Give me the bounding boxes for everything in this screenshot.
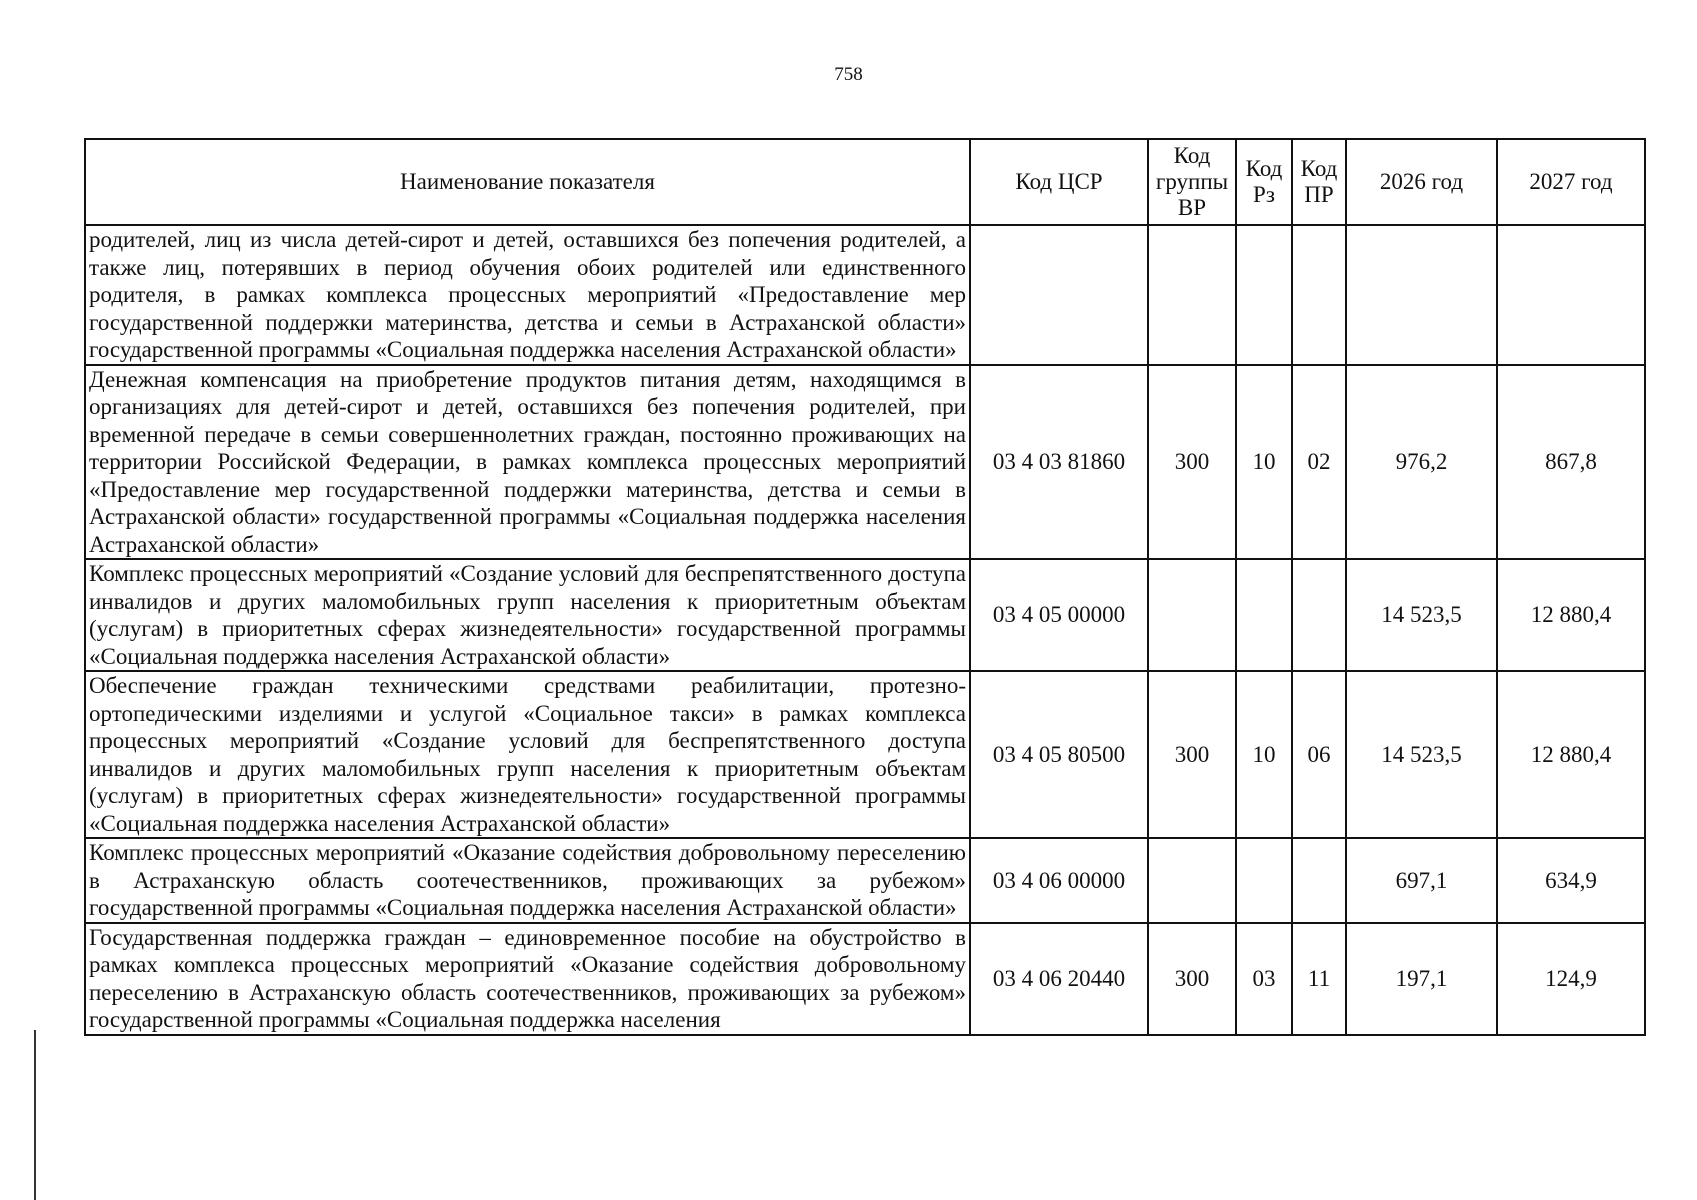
row-name: Денежная компенсация на приобретение продуктов питания детям, находящимся в организациях для детей-сирот и детей, оставшихся без попечения родителей, при временной передаче в семьи совершеннолетних граждан, постоянно проживающих на территории Российской Федерации, в рамках комплекса процессных мероприятий «Предоставление мер государственной поддержки материнства, детства и семьи в Астраханской области» государственной программы «Социальная поддержка населения Астраханской области» — [85, 365, 970, 560]
table-row — [85, 923, 1645, 1035]
row-2026: 697,1 — [1346, 838, 1497, 923]
row-vr: 300 — [1148, 923, 1236, 1035]
row-csr: 03 4 06 00000 — [970, 838, 1148, 923]
table-row — [85, 671, 1645, 838]
row-vr — [1148, 559, 1236, 671]
row-2026: 197,1 — [1346, 923, 1497, 1035]
row-pr — [1292, 225, 1346, 365]
budget-table — [84, 138, 1646, 1036]
row-pr — [1292, 838, 1346, 923]
header-csr: Код ЦСР — [970, 139, 1148, 225]
row-rz: 10 — [1236, 671, 1292, 838]
row-2027: 12 880,4 — [1497, 671, 1645, 838]
table-header-row — [85, 139, 1645, 225]
header-pr: Код ПР — [1292, 139, 1346, 225]
row-rz — [1236, 559, 1292, 671]
table-row — [85, 838, 1645, 923]
margin-line — [34, 1030, 36, 1200]
row-csr: 03 4 06 20440 — [970, 923, 1148, 1035]
header-name: Наименование показателя — [85, 139, 970, 225]
row-name: родителей, лиц из числа детей-сирот и детей, оставшихся без попечения родителей, а также лиц, потерявших в период обучения обоих родителей или единственного родителя, в рамках комплекса процессных мероприятий «Предоставление мер государственной поддержки материнства, детства и семьи в Астраханской области» государственной программы «Социальная поддержка населения Астраханской области» — [85, 225, 970, 365]
row-2027: 867,8 — [1497, 365, 1645, 560]
row-2027: 12 880,4 — [1497, 559, 1645, 671]
row-pr: 11 — [1292, 923, 1346, 1035]
header-2026: 2026 год — [1346, 139, 1497, 225]
row-vr: 300 — [1148, 671, 1236, 838]
row-2026 — [1346, 225, 1497, 365]
row-csr: 03 4 03 81860 — [970, 365, 1148, 560]
header-2027: 2027 год — [1497, 139, 1645, 225]
row-name: Обеспечение граждан техническими средствами реабилитации, протезно-ортопедическими изделиями и услугой «Социальное такси» в рамках комплекса процессных мероприятий «Создание условий для беспрепятственного доступа инвалидов и других маломобильных групп населения к приоритетным объектам (услугам) в приоритетных сферах жизнедеятельности» государственной программы «Социальная поддержка населения Астраханской области» — [85, 671, 970, 838]
row-csr: 03 4 05 00000 — [970, 559, 1148, 671]
table-row — [85, 559, 1645, 671]
row-name: Комплекс процессных мероприятий «Создание условий для беспрепятственного доступа инвалидов и других маломобильных групп населения к приоритетным объектам (услугам) в приоритетных сферах жизнедеятельности» государственной программы «Социальная поддержка населения Астраханской области» — [85, 559, 970, 671]
row-pr: 02 — [1292, 365, 1346, 560]
row-rz — [1236, 838, 1292, 923]
row-csr — [970, 225, 1148, 365]
row-2026: 14 523,5 — [1346, 671, 1497, 838]
row-2027 — [1497, 225, 1645, 365]
row-2026: 976,2 — [1346, 365, 1497, 560]
row-2027: 124,9 — [1497, 923, 1645, 1035]
row-name: Комплекс процессных мероприятий «Оказание содействия добровольному переселению в Астраханскую область соотечественников, проживающих за рубежом» государственной программы «Социальная поддержка населения Астраханской области» — [85, 838, 970, 923]
row-csr: 03 4 05 80500 — [970, 671, 1148, 838]
row-vr — [1148, 838, 1236, 923]
row-rz — [1236, 225, 1292, 365]
table-row — [85, 365, 1645, 560]
row-pr — [1292, 559, 1346, 671]
table-row — [85, 225, 1645, 365]
row-name: Государственная поддержка граждан – единовременное пособие на обустройство в рамках комплекса процессных мероприятий «Оказание содействия добровольному переселению в Астраханскую область соотечественников, проживающих за рубежом» государственной программы «Социальная поддержка населения — [85, 923, 970, 1035]
header-rz: Код Рз — [1236, 139, 1292, 225]
page-number: 758 — [834, 64, 863, 85]
row-2027: 634,9 — [1497, 838, 1645, 923]
header-vr: Код группы ВР — [1148, 139, 1236, 225]
row-2026: 14 523,5 — [1346, 559, 1497, 671]
row-pr: 06 — [1292, 671, 1346, 838]
row-rz: 03 — [1236, 923, 1292, 1035]
row-vr — [1148, 225, 1236, 365]
row-rz: 10 — [1236, 365, 1292, 560]
row-vr: 300 — [1148, 365, 1236, 560]
